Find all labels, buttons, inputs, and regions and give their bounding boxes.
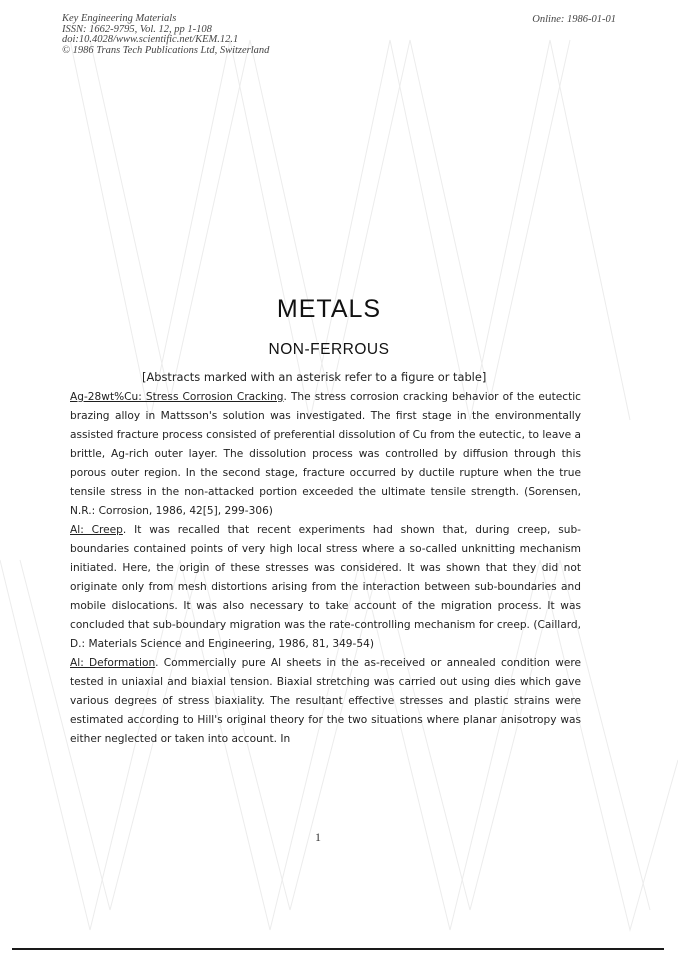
abstract-heading: Al: Creep — [70, 524, 123, 536]
abstract-paragraph — [70, 521, 581, 654]
abstract-text: . Commercially pure Al sheets in the as-received or annealed condition were tested in uniaxial and biaxial tension. Biaxial stretching was carried out using dies which gave various degrees of stress biaxiality. The resultant effective stresses and plastic strains were estimated according to Hill's original theory for the two situations where planar anisotropy was either neglected or taken into account. In — [70, 657, 581, 745]
section-title: METALS — [276, 295, 382, 323]
abstract-text: . The stress corrosion cracking behavior of the eutectic brazing alloy in Mattsson's solution was investigated. The first stage in the environmentally assisted fracture process consisted of preferential dissolution of Cu from the eutectic, to leave a brittle, Ag-rich outer layer. The dissolution process was controlled by diffusion through this porous outer region. In the second stage, fracture occurred by ductile rupture when the true tensile stress in the non-attacked portion exceeded the ultimate tensile strength. (Sorensen, N.R.: Corrosion, 1986, 42[5], 299-306) — [70, 391, 581, 517]
abstract-paragraph — [70, 654, 581, 749]
abstracts-body — [70, 388, 581, 749]
section-subtitle: NON-FERROUS — [268, 341, 390, 358]
abstract-paragraph — [70, 388, 581, 521]
page-number: 1 — [315, 830, 321, 844]
journal-name: Key Engineering Materials — [62, 13, 177, 24]
journal-header — [62, 14, 269, 56]
online-date: Online: 1986-01-01 — [532, 14, 616, 25]
bottom-rule — [12, 948, 664, 950]
issn-line: ISSN: 1662-9795, Vol. 12, pp 1-108 — [62, 23, 212, 35]
asterisk-note: [Abstracts marked with an asterisk refer to a figure or table] — [142, 370, 487, 384]
abstract-text: . It was recalled that recent experiments had shown that, during creep, sub-boundaries contained points of very high local stress where a so-called unknitting mechanism initiated. Here, the origin of these stresses was considered. It was shown that they did not originate only from mesh distortions arising from the interaction between sub-boundaries and mobile dislocations. It was also necessary to take account of the migration process. It was concluded that sub-boundary migration was the rate-controlling mechanism for creep. (Caillard, D.: Materials Science and Engineering, 1986, 81, 349-54) — [70, 524, 581, 650]
abstract-heading: Ag-28wt%Cu: Stress Corrosion Cracking — [70, 391, 284, 403]
copyright-line: © 1986 Trans Tech Publications Ltd, Switzerland — [62, 44, 270, 56]
doi-line: doi:10.4028/www.scientific.net/KEM.12.1 — [62, 34, 239, 46]
abstract-heading: Al: Deformation — [70, 657, 156, 669]
